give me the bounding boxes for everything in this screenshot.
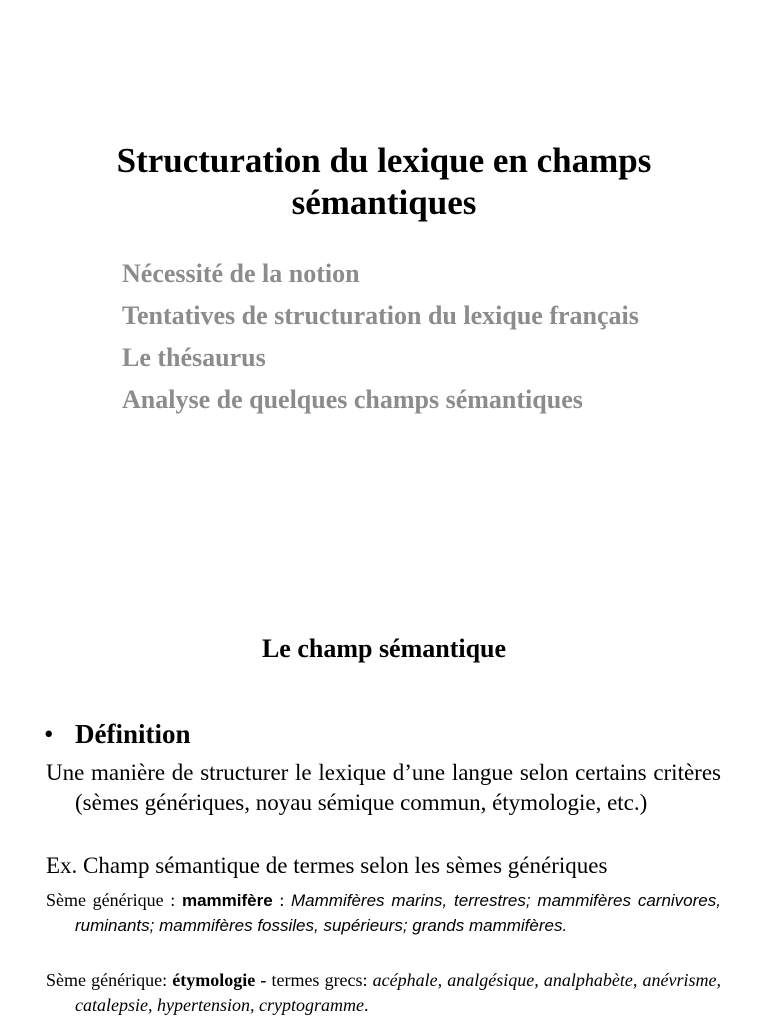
seme-label: Sème générique : bbox=[46, 890, 182, 910]
outline-item: Nécessité de la notion bbox=[122, 259, 360, 288]
outline-item: Tentatives de structuration du lexique français bbox=[122, 301, 639, 330]
seme-separator: : bbox=[272, 890, 292, 910]
definition-heading-text: Définition bbox=[75, 719, 191, 749]
definition-heading bbox=[44, 717, 191, 751]
outline-list bbox=[122, 256, 642, 424]
seme-items: acéphale, analgésique, analphabète, anévrisme, catalepsie, hypertension, cryptogramme bbox=[75, 970, 721, 1015]
seme-key: étymologie bbox=[172, 970, 256, 990]
bullet-icon: • bbox=[44, 719, 54, 749]
seme-etymologie-line bbox=[46, 968, 721, 1018]
example-text: Ex. Champ sémantique de termes selon les sèmes génériques bbox=[46, 853, 608, 878]
seme-mammifere-line bbox=[46, 888, 721, 938]
seme-key: mammifère bbox=[181, 891, 273, 910]
section-title: Le champ sémantique bbox=[261, 634, 507, 663]
seme-prefix: termes grecs: bbox=[271, 970, 373, 990]
outline-item: Analyse de quelques champs sémantiques bbox=[122, 385, 583, 414]
slide-title: Structuration du lexique en champs sémantiques bbox=[116, 141, 652, 222]
outline-item: Le thésaurus bbox=[122, 343, 266, 372]
definition-text: Une manière de structurer le lexique d’une langue selon certains critères (sèmes génériques, noyau sémique commun, étymologie, etc.) bbox=[46, 760, 721, 815]
seme-separator: - bbox=[255, 970, 272, 990]
seme-label: Sème générique: bbox=[46, 970, 173, 990]
seme-end: . bbox=[363, 995, 369, 1015]
seme-items: Mammifères marins, terrestres; mammifères carnivores, ruminants; mammifères fossiles, supérieurs; grands mammifères. bbox=[75, 891, 721, 935]
